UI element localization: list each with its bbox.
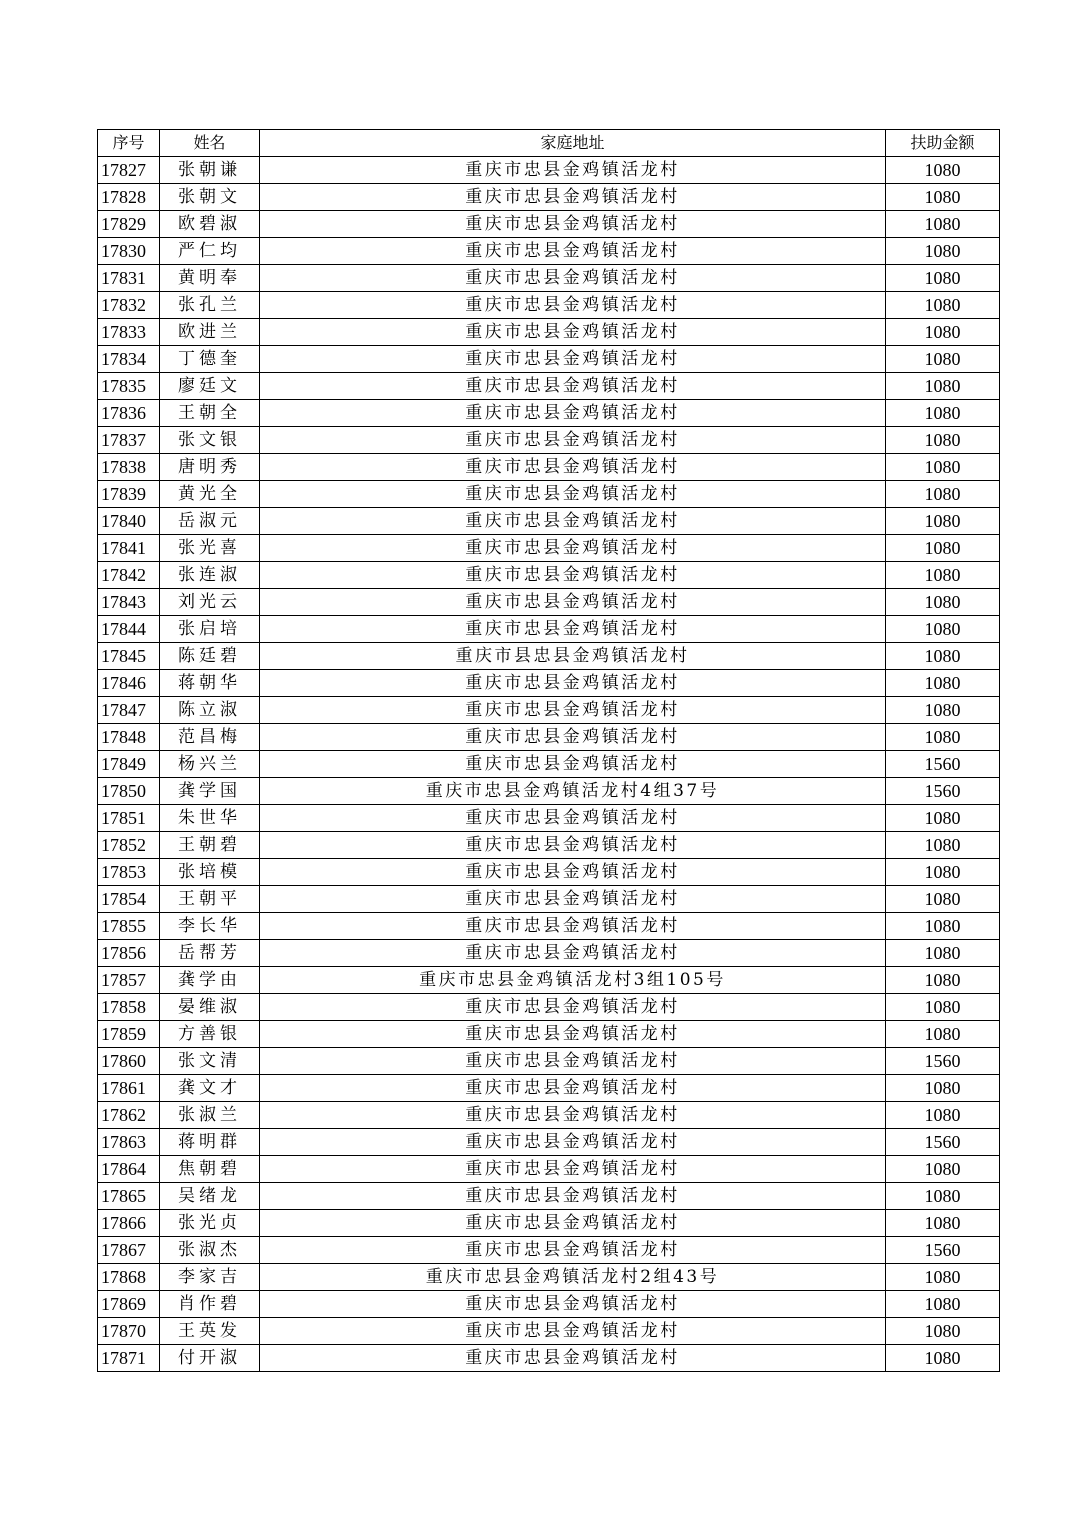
cell-no: 17844 (98, 616, 160, 643)
cell-amount: 1560 (886, 1237, 1000, 1264)
cell-address: 重庆市忠县金鸡镇活龙村3组105号 (260, 967, 886, 994)
cell-amount: 1080 (886, 1075, 1000, 1102)
table-row (98, 1210, 1000, 1237)
cell-name: 刘光云 (160, 589, 260, 616)
cell-amount: 1080 (886, 1156, 1000, 1183)
table-row (98, 724, 1000, 751)
cell-name: 岳帮芳 (160, 940, 260, 967)
table-row (98, 1237, 1000, 1264)
cell-no: 17834 (98, 346, 160, 373)
cell-address: 重庆市忠县金鸡镇活龙村 (260, 1075, 886, 1102)
cell-name: 丁德奎 (160, 346, 260, 373)
table-row (98, 265, 1000, 292)
cell-name: 廖廷文 (160, 373, 260, 400)
cell-amount: 1080 (886, 832, 1000, 859)
table-row (98, 481, 1000, 508)
cell-name: 龚学国 (160, 778, 260, 805)
cell-amount: 1080 (886, 211, 1000, 238)
cell-address: 重庆市忠县金鸡镇活龙村 (260, 940, 886, 967)
cell-address: 重庆市忠县金鸡镇活龙村 (260, 562, 886, 589)
cell-name: 岳淑元 (160, 508, 260, 535)
cell-no: 17839 (98, 481, 160, 508)
cell-address: 重庆市忠县金鸡镇活龙村 (260, 832, 886, 859)
cell-no: 17864 (98, 1156, 160, 1183)
cell-address: 重庆市忠县金鸡镇活龙村 (260, 1129, 886, 1156)
cell-address: 重庆市忠县金鸡镇活龙村 (260, 508, 886, 535)
cell-name: 蒋明群 (160, 1129, 260, 1156)
cell-amount: 1080 (886, 940, 1000, 967)
cell-address: 重庆市忠县金鸡镇活龙村 (260, 1183, 886, 1210)
cell-no: 17827 (98, 157, 160, 184)
table-row (98, 562, 1000, 589)
cell-amount: 1080 (886, 805, 1000, 832)
cell-name: 黄明奉 (160, 265, 260, 292)
table-row (98, 913, 1000, 940)
cell-address: 重庆市忠县金鸡镇活龙村 (260, 346, 886, 373)
cell-amount: 1080 (886, 859, 1000, 886)
table-row (98, 1075, 1000, 1102)
table-row (98, 994, 1000, 1021)
cell-name: 王朝碧 (160, 832, 260, 859)
cell-amount: 1080 (886, 1345, 1000, 1372)
table-row (98, 454, 1000, 481)
cell-amount: 1080 (886, 1291, 1000, 1318)
cell-address: 重庆市忠县金鸡镇活龙村 (260, 1021, 886, 1048)
table-row (98, 1318, 1000, 1345)
cell-no: 17843 (98, 589, 160, 616)
table-row (98, 886, 1000, 913)
cell-amount: 1080 (886, 670, 1000, 697)
cell-amount: 1560 (886, 1048, 1000, 1075)
cell-address: 重庆市忠县金鸡镇活龙村 (260, 913, 886, 940)
cell-address: 重庆市忠县金鸡镇活龙村 (260, 454, 886, 481)
table-row (98, 1129, 1000, 1156)
cell-address: 重庆市忠县金鸡镇活龙村 (260, 427, 886, 454)
cell-amount: 1080 (886, 994, 1000, 1021)
cell-name: 方善银 (160, 1021, 260, 1048)
cell-address: 重庆市忠县金鸡镇活龙村 (260, 1156, 886, 1183)
cell-name: 张文清 (160, 1048, 260, 1075)
cell-name: 晏维淑 (160, 994, 260, 1021)
cell-no: 17854 (98, 886, 160, 913)
table-row (98, 427, 1000, 454)
cell-address: 重庆市忠县金鸡镇活龙村 (260, 238, 886, 265)
cell-no: 17855 (98, 913, 160, 940)
cell-no: 17832 (98, 292, 160, 319)
cell-address: 重庆市忠县金鸡镇活龙村 (260, 1291, 886, 1318)
cell-address: 重庆市忠县金鸡镇活龙村 (260, 1048, 886, 1075)
table-row (98, 535, 1000, 562)
cell-amount: 1080 (886, 535, 1000, 562)
cell-name: 黄光全 (160, 481, 260, 508)
cell-no: 17830 (98, 238, 160, 265)
table-row (98, 1264, 1000, 1291)
cell-no: 17837 (98, 427, 160, 454)
cell-amount: 1080 (886, 157, 1000, 184)
cell-name: 张光贞 (160, 1210, 260, 1237)
table-row (98, 778, 1000, 805)
cell-name: 朱世华 (160, 805, 260, 832)
cell-name: 吴绪龙 (160, 1183, 260, 1210)
cell-amount: 1080 (886, 1102, 1000, 1129)
cell-name: 欧碧淑 (160, 211, 260, 238)
cell-no: 17856 (98, 940, 160, 967)
cell-no: 17871 (98, 1345, 160, 1372)
cell-no: 17862 (98, 1102, 160, 1129)
cell-name: 张淑兰 (160, 1102, 260, 1129)
cell-name: 李家吉 (160, 1264, 260, 1291)
table-row (98, 940, 1000, 967)
cell-address: 重庆市忠县金鸡镇活龙村 (260, 400, 886, 427)
table-row (98, 400, 1000, 427)
cell-address: 重庆市忠县金鸡镇活龙村4组37号 (260, 778, 886, 805)
cell-no: 17838 (98, 454, 160, 481)
cell-name: 张孔兰 (160, 292, 260, 319)
cell-no: 17858 (98, 994, 160, 1021)
cell-amount: 1080 (886, 184, 1000, 211)
cell-address: 重庆市忠县金鸡镇活龙村 (260, 1318, 886, 1345)
cell-address: 重庆市忠县金鸡镇活龙村 (260, 859, 886, 886)
table-row (98, 832, 1000, 859)
cell-no: 17860 (98, 1048, 160, 1075)
table-row (98, 1183, 1000, 1210)
header-no: 序号 (98, 130, 160, 157)
table-row (98, 1345, 1000, 1372)
cell-name: 焦朝碧 (160, 1156, 260, 1183)
cell-no: 17829 (98, 211, 160, 238)
cell-address: 重庆市忠县金鸡镇活龙村 (260, 1345, 886, 1372)
cell-name: 严仁均 (160, 238, 260, 265)
cell-no: 17836 (98, 400, 160, 427)
cell-amount: 1080 (886, 1318, 1000, 1345)
cell-address: 重庆市忠县金鸡镇活龙村 (260, 886, 886, 913)
table-row (98, 859, 1000, 886)
cell-no: 17865 (98, 1183, 160, 1210)
cell-no: 17857 (98, 967, 160, 994)
cell-address: 重庆市忠县金鸡镇活龙村 (260, 616, 886, 643)
cell-no: 17841 (98, 535, 160, 562)
header-row (98, 130, 1000, 157)
table-row (98, 1102, 1000, 1129)
cell-address: 重庆市忠县金鸡镇活龙村 (260, 319, 886, 346)
cell-address: 重庆市忠县金鸡镇活龙村 (260, 805, 886, 832)
table-row (98, 157, 1000, 184)
cell-no: 17867 (98, 1237, 160, 1264)
cell-address: 重庆市忠县金鸡镇活龙村 (260, 481, 886, 508)
cell-amount: 1080 (886, 1264, 1000, 1291)
cell-name: 张淑杰 (160, 1237, 260, 1264)
cell-amount: 1080 (886, 967, 1000, 994)
cell-address: 重庆市忠县金鸡镇活龙村 (260, 157, 886, 184)
cell-amount: 1080 (886, 913, 1000, 940)
cell-amount: 1080 (886, 481, 1000, 508)
table-row (98, 643, 1000, 670)
cell-name: 张朝谦 (160, 157, 260, 184)
cell-no: 17848 (98, 724, 160, 751)
table-row (98, 1156, 1000, 1183)
cell-name: 肖作碧 (160, 1291, 260, 1318)
cell-no: 17869 (98, 1291, 160, 1318)
cell-address: 重庆市忠县金鸡镇活龙村 (260, 1237, 886, 1264)
cell-amount: 1080 (886, 886, 1000, 913)
table-body (98, 157, 1000, 1372)
cell-name: 杨兴兰 (160, 751, 260, 778)
cell-amount: 1080 (886, 373, 1000, 400)
cell-amount: 1560 (886, 751, 1000, 778)
table-row (98, 967, 1000, 994)
cell-no: 17850 (98, 778, 160, 805)
cell-no: 17847 (98, 697, 160, 724)
cell-amount: 1080 (886, 238, 1000, 265)
cell-amount: 1560 (886, 778, 1000, 805)
cell-address: 重庆市忠县金鸡镇活龙村 (260, 292, 886, 319)
cell-address: 重庆市忠县金鸡镇活龙村 (260, 211, 886, 238)
cell-no: 17833 (98, 319, 160, 346)
cell-name: 张文银 (160, 427, 260, 454)
cell-amount: 1080 (886, 562, 1000, 589)
cell-name: 王朝平 (160, 886, 260, 913)
cell-address: 重庆市忠县金鸡镇活龙村2组43号 (260, 1264, 886, 1291)
cell-address: 重庆市忠县金鸡镇活龙村 (260, 1210, 886, 1237)
cell-name: 张光喜 (160, 535, 260, 562)
cell-amount: 1080 (886, 724, 1000, 751)
cell-no: 17861 (98, 1075, 160, 1102)
cell-amount: 1080 (886, 589, 1000, 616)
table-row (98, 616, 1000, 643)
table-row (98, 373, 1000, 400)
cell-address: 重庆市忠县金鸡镇活龙村 (260, 724, 886, 751)
cell-no: 17863 (98, 1129, 160, 1156)
subsidy-table (97, 129, 1000, 1372)
cell-no: 17831 (98, 265, 160, 292)
cell-name: 王英发 (160, 1318, 260, 1345)
cell-no: 17842 (98, 562, 160, 589)
cell-name: 陈廷碧 (160, 643, 260, 670)
cell-amount: 1080 (886, 643, 1000, 670)
cell-no: 17868 (98, 1264, 160, 1291)
cell-amount: 1080 (886, 1183, 1000, 1210)
cell-no: 17846 (98, 670, 160, 697)
cell-no: 17870 (98, 1318, 160, 1345)
cell-name: 张培模 (160, 859, 260, 886)
cell-amount: 1080 (886, 346, 1000, 373)
cell-name: 王朝全 (160, 400, 260, 427)
header-address: 家庭地址 (260, 130, 886, 157)
cell-no: 17828 (98, 184, 160, 211)
cell-no: 17866 (98, 1210, 160, 1237)
table-row (98, 319, 1000, 346)
table-row (98, 238, 1000, 265)
cell-address: 重庆市忠县金鸡镇活龙村 (260, 994, 886, 1021)
table-row (98, 751, 1000, 778)
cell-name: 李长华 (160, 913, 260, 940)
cell-name: 陈立淑 (160, 697, 260, 724)
cell-address: 重庆市忠县金鸡镇活龙村 (260, 589, 886, 616)
table-row (98, 508, 1000, 535)
cell-address: 重庆市忠县金鸡镇活龙村 (260, 373, 886, 400)
table-row (98, 1021, 1000, 1048)
table-row (98, 805, 1000, 832)
cell-amount: 1080 (886, 1210, 1000, 1237)
cell-amount: 1080 (886, 508, 1000, 535)
table-row (98, 211, 1000, 238)
cell-name: 付开淑 (160, 1345, 260, 1372)
cell-amount: 1080 (886, 427, 1000, 454)
cell-no: 17859 (98, 1021, 160, 1048)
cell-amount: 1080 (886, 616, 1000, 643)
table-row (98, 1291, 1000, 1318)
header-name: 姓名 (160, 130, 260, 157)
cell-address: 重庆市忠县金鸡镇活龙村 (260, 751, 886, 778)
cell-address: 重庆市忠县金鸡镇活龙村 (260, 1102, 886, 1129)
cell-name: 龚文才 (160, 1075, 260, 1102)
cell-name: 张朝文 (160, 184, 260, 211)
cell-address: 重庆市忠县金鸡镇活龙村 (260, 265, 886, 292)
cell-address: 重庆市忠县金鸡镇活龙村 (260, 697, 886, 724)
cell-no: 17845 (98, 643, 160, 670)
cell-name: 张连淑 (160, 562, 260, 589)
table-row (98, 184, 1000, 211)
table-row (98, 670, 1000, 697)
cell-name: 欧进兰 (160, 319, 260, 346)
cell-amount: 1080 (886, 265, 1000, 292)
cell-amount: 1080 (886, 400, 1000, 427)
cell-amount: 1080 (886, 292, 1000, 319)
cell-no: 17849 (98, 751, 160, 778)
cell-address: 重庆市忠县金鸡镇活龙村 (260, 535, 886, 562)
cell-address: 重庆市县忠县金鸡镇活龙村 (260, 643, 886, 670)
table-row (98, 346, 1000, 373)
cell-name: 张启培 (160, 616, 260, 643)
cell-no: 17840 (98, 508, 160, 535)
table-row (98, 1048, 1000, 1075)
cell-name: 蒋朝华 (160, 670, 260, 697)
table-row (98, 589, 1000, 616)
cell-name: 范昌梅 (160, 724, 260, 751)
cell-address: 重庆市忠县金鸡镇活龙村 (260, 670, 886, 697)
cell-name: 唐明秀 (160, 454, 260, 481)
cell-address: 重庆市忠县金鸡镇活龙村 (260, 184, 886, 211)
cell-amount: 1080 (886, 1021, 1000, 1048)
table-row (98, 292, 1000, 319)
cell-no: 17853 (98, 859, 160, 886)
cell-no: 17851 (98, 805, 160, 832)
cell-no: 17852 (98, 832, 160, 859)
cell-name: 龚学由 (160, 967, 260, 994)
header-amount: 扶助金额 (886, 130, 1000, 157)
cell-amount: 1080 (886, 697, 1000, 724)
cell-amount: 1080 (886, 454, 1000, 481)
cell-no: 17835 (98, 373, 160, 400)
table-row (98, 697, 1000, 724)
cell-amount: 1080 (886, 319, 1000, 346)
cell-amount: 1560 (886, 1129, 1000, 1156)
